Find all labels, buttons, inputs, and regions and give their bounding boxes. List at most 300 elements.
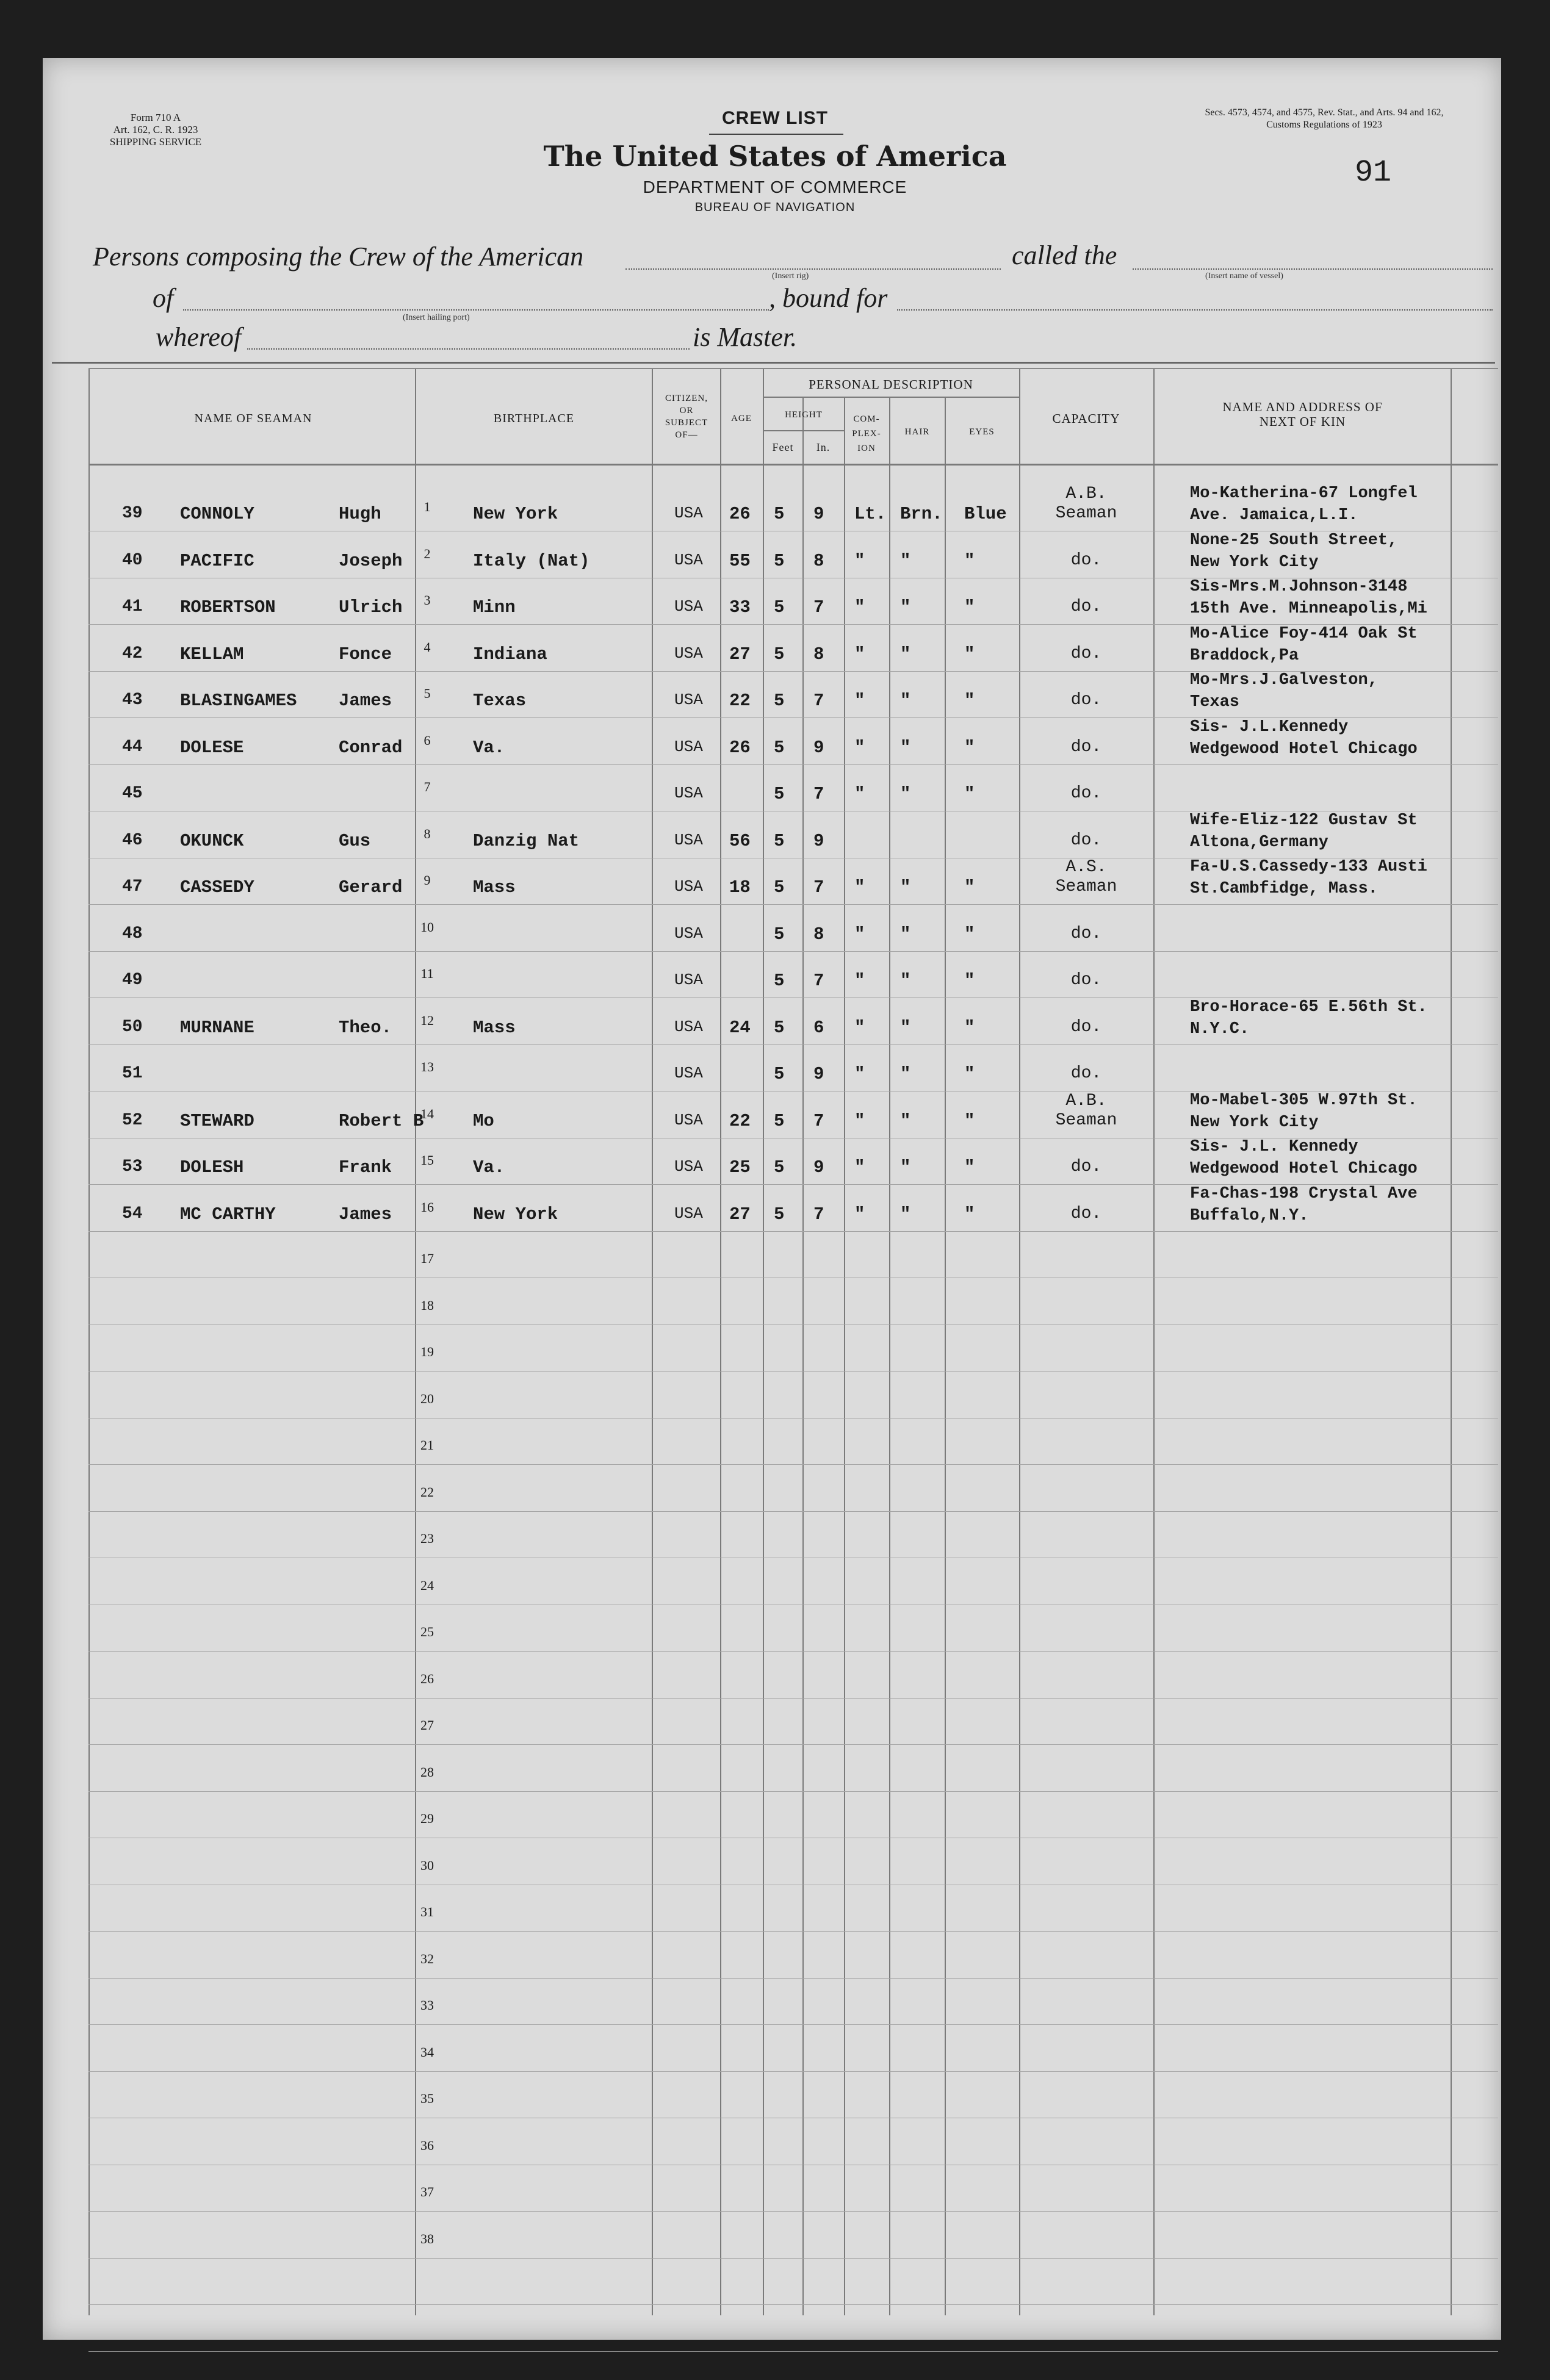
called-the-label: called the — [1012, 240, 1117, 270]
line-number: 1 — [424, 499, 431, 514]
height-inches: 9 — [813, 1157, 824, 1177]
col-age: AGE — [731, 414, 752, 423]
col-line — [889, 397, 890, 2315]
next-of-kin-line: Wife-Eliz-122 Gustav St — [1190, 811, 1418, 830]
line-number: 28 — [420, 1764, 434, 1780]
form-info — [85, 112, 226, 148]
seaman-surname: DOLESE — [180, 738, 244, 758]
port-blank — [183, 309, 769, 311]
entry-number: 42 — [122, 644, 143, 663]
citizenship: USA — [674, 504, 703, 522]
age: 26 — [729, 504, 751, 524]
height-feet: 5 — [774, 924, 785, 944]
capacity — [1034, 644, 1138, 664]
seaman-surname: MC CARTHY — [180, 1204, 276, 1224]
capacity-line: do. — [1070, 971, 1102, 990]
col-line — [652, 369, 653, 2315]
height-rule — [763, 430, 844, 431]
line-number: 14 — [420, 1106, 434, 1121]
country-name: The United States of America — [543, 140, 1007, 173]
height-inches: 6 — [813, 1018, 824, 1038]
eyes: " — [964, 551, 975, 571]
hair: " — [900, 784, 911, 804]
complexion: " — [854, 1111, 865, 1131]
height-feet: 5 — [774, 1064, 785, 1084]
capacity — [1034, 484, 1138, 523]
line-number: 16 — [420, 1199, 434, 1215]
col-line — [1451, 369, 1452, 2315]
citizenship: USA — [674, 971, 703, 989]
capacity-line: do. — [1070, 831, 1102, 850]
complexion: Lt. — [854, 504, 887, 524]
destination-blank — [897, 309, 1493, 311]
height-feet: 5 — [774, 1111, 785, 1131]
line-number: 21 — [420, 1437, 434, 1453]
complexion: " — [854, 551, 865, 571]
height-feet: 5 — [774, 877, 785, 897]
eyes: " — [964, 597, 975, 617]
seaman-surname: OKUNCK — [180, 831, 244, 851]
next-of-kin-line: Sis- J.L. Kennedy — [1190, 1138, 1358, 1156]
seaman-given-name: Ulrich — [339, 597, 403, 617]
eyes: " — [964, 738, 975, 758]
rule-line — [88, 904, 1498, 905]
birthplace: Texas — [473, 691, 527, 711]
height-feet: 5 — [774, 784, 785, 804]
hair: " — [900, 1064, 911, 1084]
capacity-line: Seaman — [1055, 877, 1117, 896]
capacity-line: do. — [1070, 1157, 1102, 1176]
rule-line — [88, 951, 1498, 952]
rule-line — [88, 2258, 1498, 2259]
rule-line — [88, 1978, 1498, 1979]
hair: " — [900, 1157, 911, 1177]
height-feet: 5 — [774, 691, 785, 711]
line-number: 33 — [420, 1997, 434, 2013]
next-of-kin-line: Buffalo,N.Y. — [1190, 1207, 1309, 1225]
line-number: 10 — [420, 919, 434, 935]
height-inches: 9 — [813, 831, 824, 851]
entry-number: 46 — [122, 831, 143, 850]
seaman-surname: MURNANE — [180, 1018, 254, 1038]
height-inches: 8 — [813, 924, 824, 944]
line-number: 12 — [420, 1013, 434, 1028]
col-line — [1153, 369, 1155, 2315]
eyes: Blue — [964, 504, 1007, 524]
capacity-line: do. — [1070, 738, 1102, 757]
line-number: 13 — [420, 1059, 434, 1074]
persons-line-label: Persons composing the Crew of the American — [93, 242, 584, 271]
line-number: 11 — [420, 966, 434, 981]
page-number: 91 — [1355, 156, 1392, 190]
seaman-surname: ROBERTSON — [180, 597, 276, 617]
height-feet: 5 — [774, 1204, 785, 1224]
line-number: 23 — [420, 1531, 434, 1546]
capacity — [1034, 1157, 1138, 1177]
citizenship: USA — [674, 1204, 703, 1223]
rule-line — [88, 1231, 1498, 1232]
rule-line — [88, 1511, 1498, 1512]
whereof-label: whereof — [156, 322, 242, 352]
col-citizen-l2: OR — [679, 406, 694, 415]
rule-line — [88, 1371, 1498, 1372]
col-next-of-kin — [1155, 400, 1451, 429]
seaman-surname: KELLAM — [180, 644, 244, 664]
capacity — [1034, 551, 1138, 570]
entry-number: 40 — [122, 551, 143, 570]
col-citizen — [653, 392, 720, 441]
col-complexion-l2: PLEX- — [852, 429, 881, 439]
seaman-given-name: James — [339, 691, 392, 711]
age: 24 — [729, 1018, 751, 1038]
hair: " — [900, 1018, 911, 1038]
capacity-line: do. — [1070, 784, 1102, 803]
line-number: 36 — [420, 2138, 434, 2153]
line-number: 17 — [420, 1251, 434, 1266]
entry-number: 44 — [122, 738, 143, 757]
next-of-kin-line: Altona,Germany — [1190, 833, 1328, 852]
seaman-given-name: James — [339, 1204, 392, 1224]
height-inches: 9 — [813, 738, 824, 758]
capacity-line: A.S. — [1065, 858, 1107, 877]
line-number: 19 — [420, 1344, 434, 1359]
hair: " — [900, 971, 911, 991]
height-feet: 5 — [774, 738, 785, 758]
capacity — [1034, 858, 1138, 897]
height-feet: 5 — [774, 831, 785, 851]
height-feet: 5 — [774, 1157, 785, 1177]
col-kin-l1: NAME AND ADDRESS OF — [1222, 400, 1383, 414]
complexion: " — [854, 597, 865, 617]
col-height: HEIGHT — [785, 410, 823, 420]
rule-line — [88, 2211, 1498, 2212]
master-blank — [247, 348, 690, 350]
capacity-line: A.B. — [1065, 484, 1107, 503]
height-inches: 9 — [813, 1064, 824, 1084]
col-line — [1019, 369, 1020, 2315]
hair: " — [900, 877, 911, 897]
rule-line — [88, 2304, 1498, 2305]
citizenship: USA — [674, 691, 703, 709]
age: 27 — [729, 644, 751, 664]
line-number: 22 — [420, 1484, 434, 1500]
next-of-kin-line: Mo-Alice Foy-414 Oak St — [1190, 625, 1418, 643]
seaman-surname: CONNOLY — [180, 504, 254, 524]
crew-list-title: CREW LIST — [722, 108, 828, 128]
col-citizen-l1: CITIZEN, — [665, 394, 708, 403]
height-feet: 5 — [774, 971, 785, 991]
line-number: 34 — [420, 2044, 434, 2060]
rule-line — [88, 2024, 1498, 2025]
capacity-line: Seaman — [1055, 504, 1117, 523]
col-kin-l2: NEXT OF KIN — [1259, 414, 1346, 429]
rule-line — [88, 1744, 1498, 1745]
line-number: 24 — [420, 1578, 434, 1593]
rule-line — [88, 1931, 1498, 1932]
line-number: 3 — [424, 592, 431, 608]
rule-line — [88, 2071, 1498, 2072]
citizenship: USA — [674, 644, 703, 663]
entry-number: 49 — [122, 971, 143, 990]
birthplace: Italy (Nat) — [473, 551, 590, 571]
col-line — [88, 369, 90, 2315]
col-hair: HAIR — [904, 427, 930, 437]
seaman-given-name: Theo. — [339, 1018, 392, 1038]
capacity — [1034, 738, 1138, 757]
birthplace: New York — [473, 504, 558, 524]
line-number: 6 — [424, 733, 431, 748]
col-complexion — [845, 412, 889, 456]
hair: " — [900, 597, 911, 617]
hair: " — [900, 1111, 911, 1131]
eyes: " — [964, 1018, 975, 1038]
hair: " — [900, 644, 911, 664]
complexion: " — [854, 644, 865, 664]
vessel-blank — [1133, 268, 1493, 270]
entry-number: 41 — [122, 597, 143, 616]
next-of-kin-line: N.Y.C. — [1190, 1020, 1250, 1038]
complexion: " — [854, 738, 865, 758]
next-of-kin-line: Sis-Mrs.M.Johnson-3148 — [1190, 578, 1408, 596]
seaman-given-name: Gus — [339, 831, 371, 851]
line-number: 37 — [420, 2184, 434, 2199]
age: 27 — [729, 1204, 751, 1224]
capacity — [1034, 784, 1138, 804]
capacity-line: do. — [1070, 1204, 1102, 1223]
rule-line — [88, 764, 1498, 765]
entry-number: 51 — [122, 1064, 143, 1083]
col-line — [802, 397, 804, 2315]
bound-for-label: , bound for — [769, 283, 888, 313]
birthplace: Indiana — [473, 644, 547, 664]
title-rule — [709, 134, 843, 135]
next-of-kin-line: New York City — [1190, 553, 1319, 572]
entry-number: 43 — [122, 691, 143, 710]
seaman-given-name: Gerard — [339, 877, 403, 897]
seaman-surname: PACIFIC — [180, 551, 254, 571]
height-inches: 7 — [813, 784, 824, 804]
entry-number: 48 — [122, 924, 143, 943]
next-of-kin-line: None-25 South Street, — [1190, 531, 1398, 550]
line-number: 18 — [420, 1298, 434, 1313]
line-number: 38 — [420, 2231, 434, 2246]
col-line — [844, 397, 845, 2315]
entry-number: 54 — [122, 1204, 143, 1223]
next-of-kin-line: Braddock,Pa — [1190, 647, 1299, 665]
line-number: 31 — [420, 1904, 434, 1919]
complexion: " — [854, 1018, 865, 1038]
next-of-kin-line: Sis- J.L.Kennedy — [1190, 718, 1349, 736]
rule-line — [88, 2351, 1498, 2352]
capacity — [1034, 971, 1138, 990]
vessel-hint: (Insert name of vessel) — [1205, 271, 1283, 281]
hair: " — [900, 1204, 911, 1224]
crew-list-document — [43, 58, 1501, 2340]
next-of-kin-line: Mo-Katherina-67 Longfel — [1190, 484, 1418, 503]
height-feet: 5 — [774, 551, 785, 571]
citizenship: USA — [674, 551, 703, 569]
height-inches: 7 — [813, 877, 824, 897]
line-number: 8 — [424, 826, 431, 841]
next-of-kin-line: Wedgewood Hotel Chicago — [1190, 740, 1418, 758]
statute-sections: Secs. 4573, 4574, and 4575, Rev. Stat., and Arts. 94 and 162, Customs Regulations of 1923 — [1205, 107, 1444, 130]
birthplace: Minn — [473, 597, 516, 617]
personal-desc-rule — [763, 397, 1019, 398]
rig-blank — [625, 268, 1001, 270]
capacity-line: do. — [1070, 644, 1102, 663]
seaman-given-name: Fonce — [339, 644, 392, 664]
entry-number: 39 — [122, 504, 143, 523]
capacity — [1034, 1018, 1138, 1037]
age: 22 — [729, 691, 751, 711]
hair: " — [900, 738, 911, 758]
line-number: 29 — [420, 1811, 434, 1826]
line-number: 35 — [420, 2091, 434, 2106]
col-eyes: EYES — [969, 427, 995, 437]
citizenship: USA — [674, 1157, 703, 1176]
eyes: " — [964, 1111, 975, 1131]
birthplace: Danzig Nat — [473, 831, 580, 851]
col-complexion-l3: ION — [857, 444, 876, 453]
eyes: " — [964, 971, 975, 991]
col-line — [415, 369, 416, 2315]
col-line — [945, 397, 946, 2315]
next-of-kin-line: Mo-Mrs.J.Galveston, — [1190, 671, 1378, 689]
age: 25 — [729, 1157, 751, 1177]
capacity — [1034, 1204, 1138, 1224]
entry-number: 47 — [122, 877, 143, 896]
next-of-kin-line: Texas — [1190, 693, 1240, 711]
height-inches: 8 — [813, 644, 824, 664]
entry-number: 50 — [122, 1018, 143, 1037]
eyes: " — [964, 644, 975, 664]
line-number: 4 — [424, 639, 431, 655]
next-of-kin-line: Mo-Mabel-305 W.97th St. — [1190, 1091, 1418, 1110]
rule-line — [88, 1791, 1498, 1792]
height-inches: 7 — [813, 597, 824, 617]
line-number: 7 — [424, 779, 431, 794]
height-inches: 8 — [813, 551, 824, 571]
rule-line — [88, 1464, 1498, 1465]
age: 22 — [729, 1111, 751, 1131]
height-inches: 7 — [813, 691, 824, 711]
complexion: " — [854, 971, 865, 991]
eyes: " — [964, 1064, 975, 1084]
birthplace: Mass — [473, 877, 516, 897]
line-number: 2 — [424, 546, 431, 561]
form-article: Art. 162, C. R. 1923 — [113, 124, 198, 135]
complexion: " — [854, 691, 865, 711]
height-inches: 7 — [813, 1204, 824, 1224]
col-personal-description: PERSONAL DESCRIPTION — [809, 377, 973, 392]
capacity-line: do. — [1070, 1018, 1102, 1037]
capacity-line: do. — [1070, 597, 1102, 616]
of-label: of — [153, 283, 174, 313]
citizenship: USA — [674, 784, 703, 802]
seaman-given-name: Frank — [339, 1157, 392, 1177]
entry-number: 45 — [122, 784, 143, 803]
eyes: " — [964, 924, 975, 944]
port-hint: (Insert hailing port) — [403, 313, 470, 322]
height-inches: 9 — [813, 504, 824, 524]
next-of-kin-line: Wedgewood Hotel Chicago — [1190, 1160, 1418, 1178]
citizenship: USA — [674, 1111, 703, 1129]
next-of-kin-line: St.Cambfidge, Mass. — [1190, 880, 1378, 898]
capacity — [1034, 691, 1138, 710]
department-name: DEPARTMENT OF COMMERCE — [643, 178, 907, 196]
entry-number: 53 — [122, 1157, 143, 1176]
line-number: 26 — [420, 1671, 434, 1686]
capacity-line: Seaman — [1055, 1111, 1117, 1130]
line-number: 20 — [420, 1391, 434, 1406]
seaman-given-name: Joseph — [339, 551, 403, 571]
capacity-line: do. — [1070, 691, 1102, 710]
citizenship: USA — [674, 924, 703, 943]
rig-hint: (Insert rig) — [772, 271, 809, 281]
complexion: " — [854, 1204, 865, 1224]
capacity — [1034, 924, 1138, 944]
birthplace: Mo — [473, 1111, 494, 1131]
age: 18 — [729, 877, 751, 897]
height-feet: 5 — [774, 644, 785, 664]
hair: Brn. — [900, 504, 943, 524]
line-number: 25 — [420, 1624, 434, 1639]
next-of-kin-line: New York City — [1190, 1113, 1319, 1132]
height-feet: 5 — [774, 504, 785, 524]
form-service: SHIPPING SERVICE — [109, 136, 202, 148]
col-citizen-l3: SUBJECT — [665, 418, 708, 428]
col-line — [720, 369, 721, 2315]
col-complexion-l1: COM- — [853, 414, 880, 424]
col-capacity: CAPACITY — [1052, 411, 1120, 426]
height-inches: 7 — [813, 1111, 824, 1131]
capacity — [1034, 1064, 1138, 1084]
line-number: 5 — [424, 686, 431, 701]
is-master-label: is Master. — [693, 322, 798, 352]
eyes: " — [964, 1157, 975, 1177]
age: 26 — [729, 738, 751, 758]
birthplace: Mass — [473, 1018, 516, 1038]
citizenship: USA — [674, 877, 703, 896]
complexion: " — [854, 784, 865, 804]
capacity — [1034, 597, 1138, 617]
rule-line — [88, 1044, 1498, 1045]
rule-line — [88, 1651, 1498, 1652]
seaman-surname: DOLESH — [180, 1157, 244, 1177]
seaman-surname: BLASINGAMES — [180, 691, 297, 711]
hair: " — [900, 551, 911, 571]
line-number: 32 — [420, 1951, 434, 1966]
hair: " — [900, 691, 911, 711]
col-feet: Feet — [772, 441, 794, 453]
capacity-line: do. — [1070, 924, 1102, 943]
eyes: " — [964, 784, 975, 804]
eyes: " — [964, 877, 975, 897]
complexion: " — [854, 1157, 865, 1177]
next-of-kin-line: 15th Ave. Minneapolis,Mi — [1190, 600, 1427, 618]
age: 55 — [729, 551, 751, 571]
citizenship: USA — [674, 738, 703, 756]
complexion: " — [854, 924, 865, 944]
citizenship: USA — [674, 597, 703, 616]
table-top-rule-2 — [88, 368, 1498, 369]
capacity — [1034, 1091, 1138, 1131]
next-of-kin-line: Fa-Chas-198 Crystal Ave — [1190, 1185, 1418, 1203]
seaman-given-name: Hugh — [339, 504, 381, 524]
col-citizen-l4: OF— — [675, 430, 698, 440]
age: 33 — [729, 597, 751, 617]
seaman-given-name: Robert B — [339, 1111, 424, 1131]
